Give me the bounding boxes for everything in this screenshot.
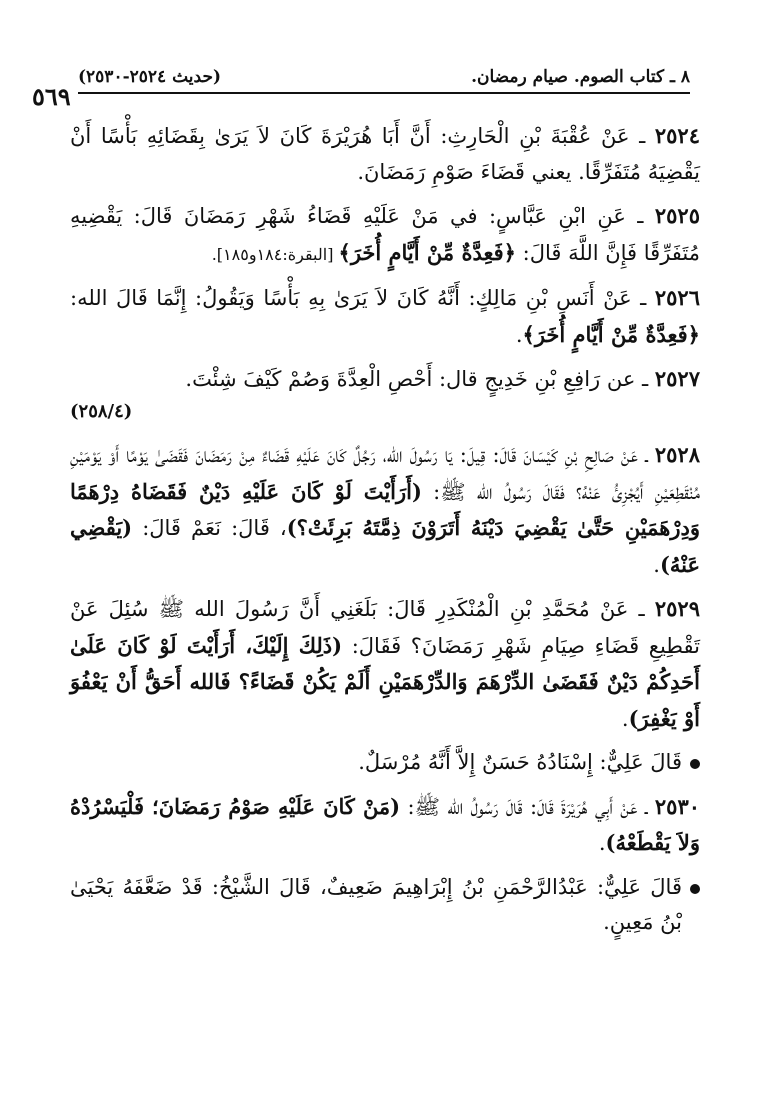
hadith-entry (70, 361, 700, 429)
note-text: قَالَ عَلِيٌّ: عَبْدُالرَّحْمَنِ بْنُ إِبْرَاهِيمَ ضَعِيفٌ، قَالَ الشَّيْخُ: قَدْ ضَعَّفَهُ يَحْيَىٰ بْنُ مَعِينٍ. (70, 874, 682, 934)
hadith-number: ٢٥٢٧ (654, 366, 700, 391)
volume-reference: (٢٥٨/٤) (70, 400, 133, 422)
hadith-tail: . (515, 322, 523, 347)
hadith-number: ٢٥٢٦ (654, 285, 700, 310)
prophetic-quote: (مَنْ كَانَ عَلَيْهِ صَوْمُ رَمَضَانَ؛ فَلْيَسْرُدْهُ وَلاَ يَقْطَعْهُ) (70, 793, 700, 855)
hadith-range: (حديث ٢٥٢٤-٢٥٣٠) (78, 67, 221, 87)
page-number: ٥٦٩ (32, 82, 71, 111)
hadith-entry (70, 591, 700, 737)
bullet-icon (690, 884, 700, 894)
hadith-entry (70, 789, 700, 862)
hadith-tail: . (653, 552, 660, 577)
running-header (78, 63, 690, 91)
hadith-entry (70, 280, 700, 353)
prophetic-quote: (ذَلِكَ إِلَيْكَ، أَرَأَيْتَ لَوْ كَانَ عَلَىٰ أَحَدِكُمْ دَيْنٌ فَقَضَىٰ الدِّرْهَمَ وَالدِّرْهَمَيْنِ أَلَمْ يَكُنْ قَضَاءً؟ فَالله أَحَقُّ أَنْ يَعْفُوَ أَوْ يَغْفِرَ) (70, 632, 700, 731)
hadith-text: ـ عَنْ صَالِحِ بْنِ كَيْسَانَ قَالَ: قِيلَ: يَا رَسُولَ الله، رَجُلٌ كَانَ عَلَيْهِ قَضَاءٌ مِنْ رَمَضَانَ فَقَضَىٰ يَوْمًا أَوْ يَوْمَيْنِ مُنْقَطِعَيْنِ أَيُجْزِئُ عَنْهُ؟ فَقَالَ رَسُولُ الله ﷺ: (70, 443, 700, 504)
prophetic-quote-reply: (يَقْضِي عَنْهُ) (70, 515, 700, 577)
hadith-text: ـ عَنْ أَنَسِ بْنِ مَالِكٍ: أَنَّهُ كَانَ لاَ يَرَىٰ بِهِ بَأْسًا وَيَقُولُ: إِنَّمَا قَالَ الله: (70, 286, 655, 310)
hadith-text: ـ عَنِ ابْنِ عَبَّاسٍ: في مَنْ عَلَيْهِ قَضَاءُ شَهْرِ رَمَضَانَ قَالَ: يَقْضِيهِ مُتَفَرِّقًا فَإِنَّ اللَّهَ قَالَ: (70, 204, 700, 265)
prophetic-quote: (أَرَأَيْتَ لَوْ كَانَ عَلَيْهِ دَيْنٌ فَقَضَاهُ دِرْهَمًا وَدِرْهَمَيْنِ حَتَّىٰ يَقْضِيَ دَيْنَهُ أَتَرَوْنَ ذِمَّتَهُ بَرِئَتْ؟) (70, 478, 700, 540)
hadith-number: ٢٥٣٠ (654, 793, 701, 819)
quran-quote: ﴿فَعِدَّةٌ مِّنْ أَيَّامٍ أُخَرَ﴾ (522, 321, 700, 347)
hadith-text: ـ عن رَافِعِ بْنِ خَدِيجٍ قال: أَحْصِ الْعِدَّةَ وَصُمْ كَيْفَ شِئْتَ. (185, 367, 655, 391)
note-text: قَالَ عَلِيٌّ: إِسْنَادُهُ حَسَنٌ إِلاَّ أَنَّهُ مُرْسَلٌ. (358, 750, 682, 774)
hadith-entry (70, 437, 700, 583)
hadith-number: ٢٥٢٨ (654, 442, 700, 467)
hadith-tail: . (598, 831, 606, 855)
hadith-number: ٢٥٢٤ (654, 123, 700, 148)
commentary-note (70, 745, 700, 781)
hadith-number: ٢٥٢٩ (654, 596, 700, 621)
hadith-text: ـ عَنْ أَبِي هُرَيْرَةَ قَالَ: قَالَ رَسُولُ الله ﷺ: (400, 794, 655, 819)
hadith-number: ٢٥٢٥ (654, 203, 700, 228)
bullet-icon (690, 759, 700, 769)
hadith-text: ـ عَنْ عُقْبَةَ بْنِ الْحَارِثِ: أَنَّ أَبَا هُرَيْرَةَ كَانَ لاَ يَرَىٰ بِقَضَائِهِ بَأْسًا أَنْ يَقْضِيَهُ مُتَفَرِّقًا. يعني قَضَاءَ صَوْمِ رَمَضَانَ. (70, 124, 700, 184)
header-rule (78, 92, 690, 94)
hadith-text-continued: ، قَالَ: نَعَمْ قَالَ: (132, 516, 287, 540)
commentary-note (70, 870, 700, 941)
hadith-entry (70, 118, 700, 190)
chapter-title: ٨ ـ كتاب الصوم. صيام رمضان. (471, 67, 690, 87)
quran-reference: [البقرة:١٨٤و١٨٥]. (211, 244, 339, 264)
quran-quote: ﴿فَعِدَّةٌ مِّنْ أَيَّامٍ أُخَرَ﴾ (338, 239, 516, 265)
hadith-entry (70, 198, 700, 272)
page-body (70, 118, 700, 949)
hadith-tail: . (621, 706, 629, 731)
hadith-text: ـ عَنْ مُحَمَّدِ بْنِ الْمُنْكَدِرِ قَالَ: بَلَغَنِي أَنَّ رَسُولَ الله ﷺ سُئِلَ عَنْ تَقْطِيعِ قَضَاءِ صِيَامِ شَهْرِ رَمَضَانَ؟ فَقَالَ: (70, 597, 700, 658)
